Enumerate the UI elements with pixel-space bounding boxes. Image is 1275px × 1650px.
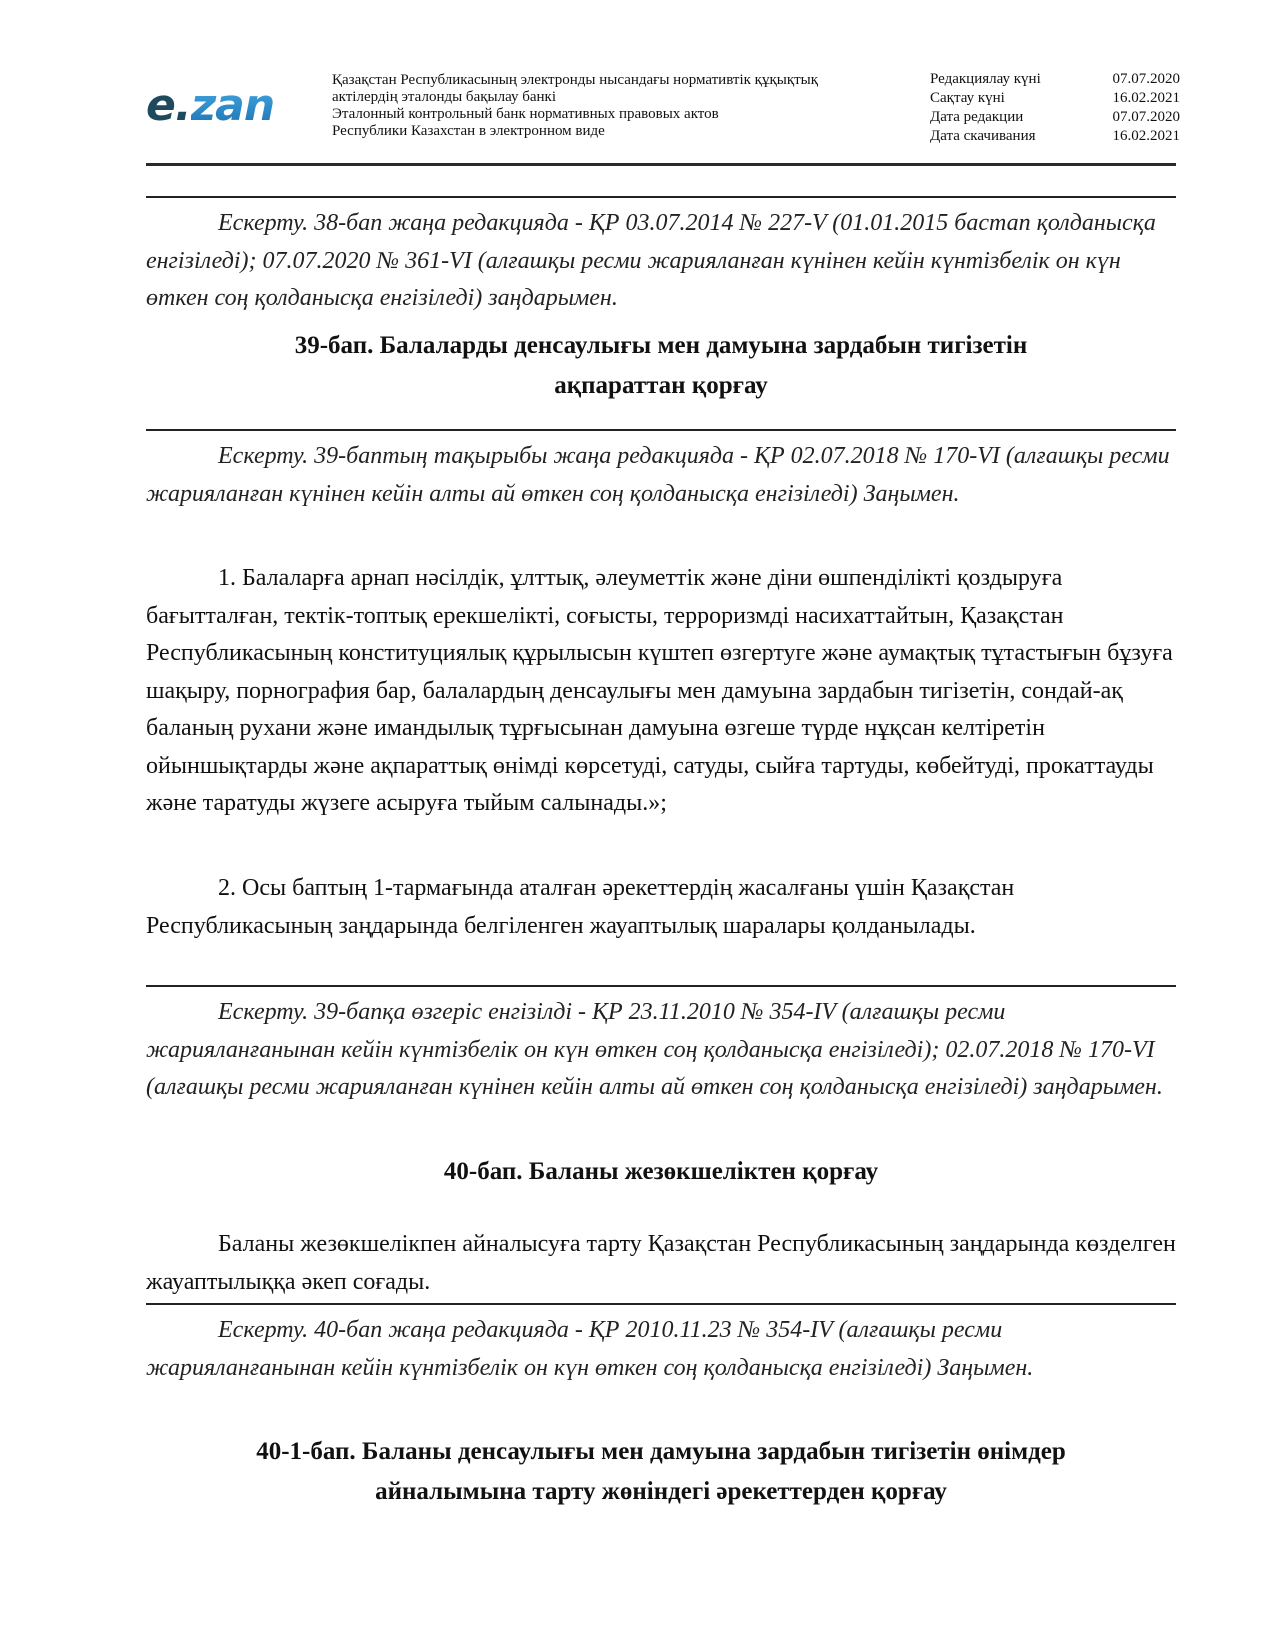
heading-article-40: 40-бап. Баланы жезөкшеліктен қорғау (443, 1158, 879, 1185)
heading-article-40-1: 40-1-бап. Баланы денсаулығы мен дамуына зардабын тигізетін өнімдер айналымына тарту жөніндегі әрекеттерден қорғау (256, 1438, 1066, 1505)
divider (146, 1303, 1176, 1305)
header-divider (146, 163, 1176, 166)
note-article-39-changes: Ескерту. 39-бапқа өзгеріс енгізілді - ҚР 23.11.2010 № 354-IV (алғашқы ресми жарияланғанынан кейін күнтізбелік он күн өткен соң қолданысқа енгізіледі); 02.07.2018 № 170-VI (алғашқы ресми жарияланған күнінен кейін алты ай өткен соң қолданысқа енгізіледі) заңдарымен. (146, 999, 1163, 1100)
meta-row-edit-date-kz: Редакциялау күні 07.07.2020 (930, 71, 1180, 87)
document-meta (930, 70, 1180, 146)
article-39-paragraph-2: 2. Осы баптың 1-тармағында аталған әрекеттердің жасалғаны үшін Қазақстан Республикасының заңдарында белгіленген жауаптылық шаралары қолданылады. (146, 875, 1015, 939)
heading-article-39: 39-бап. Балаларды денсаулығы мен дамуына зардабын тигізетін ақпараттан қорғау (294, 332, 1028, 399)
bank-title-line: актілердің эталонды бақылау банкі (332, 89, 556, 105)
divider (146, 429, 1176, 431)
meta-row-edit-date-ru: Дата редакции 07.07.2020 (930, 109, 1180, 125)
divider (146, 196, 1176, 198)
article-40-paragraph-1: Баланы жезөкшелікпен айналысуға тарту Қазақстан Республикасының заңдарында көзделген жауаптылыққа әкеп соғады. (146, 1231, 1176, 1295)
meta-row-download-date-ru: Дата скачивания 16.02.2021 (930, 128, 1180, 144)
note-article-39-title: Ескерту. 39-баптың тақырыбы жаңа редакцияда - ҚР 02.07.2018 № 170-VI (алғашқы ресми жарияланған күнінен кейін алты ай өткен соң қолданысқа енгізіледі) Заңымен. (146, 443, 1170, 507)
bank-title-line: Эталонный контрольный банк нормативных правовых актов (332, 106, 719, 122)
bank-title-line: Қазақстан Республикасының электронды нысандағы нормативтік құқықтық (332, 72, 819, 88)
divider (146, 985, 1176, 987)
meta-row-save-date-kz: Сақтау күні 16.02.2021 (930, 90, 1180, 106)
note-article-40: Ескерту. 40-бап жаңа редакцияда - ҚР 2010.11.23 № 354-IV (алғашқы ресми жарияланғанынан кейін күнтізбелік он күн өткен соң қолданысқа енгізіледі) Заңымен. (146, 1317, 1034, 1381)
page-header (146, 64, 1180, 164)
ezan-logo: e.zan (146, 80, 275, 131)
note-article-38: Ескерту. 38-бап жаңа редакцияда - ҚР 03.07.2014 № 227-V (01.01.2015 бастап қолданысқа енгізіледі); 07.07.2020 № 361-VI (алғашқы ресми жарияланған күнінен кейін күнтізбелік он күн өткен соң қолданысқа енгізіледі) заңдарымен. (146, 210, 1156, 311)
bank-title-line: Республики Казахстан в электронном виде (332, 123, 605, 139)
bank-title (332, 72, 818, 140)
article-39-paragraph-1: 1. Балаларға арнап нәсілдік, ұлттық, әлеуметтік және діни өшпенділікті қоздыруға бағытталған, тектік-топтық ерекшелікті, соғысты, терроризмді насихаттайтын, Қазақстан Республикасының конституциялық құрылысын күштеп өзгертуге және аумақтық тұтастығын бұзуға шақыру, порнография бар, балалардың денсаулығы мен дамуына зардабын тигізетін, сондай-ақ баланың рухани және имандылық тұрғысынан дамуына өзгеше түрде нұқсан келтіретін ойыншықтарды және ақпараттық өнімді көрсетуді, сатуды, сыйға тартуды, көбейтуді, прокаттауды және таратуды жүзеге асыруға тыйым салынады.»; (146, 565, 1173, 816)
